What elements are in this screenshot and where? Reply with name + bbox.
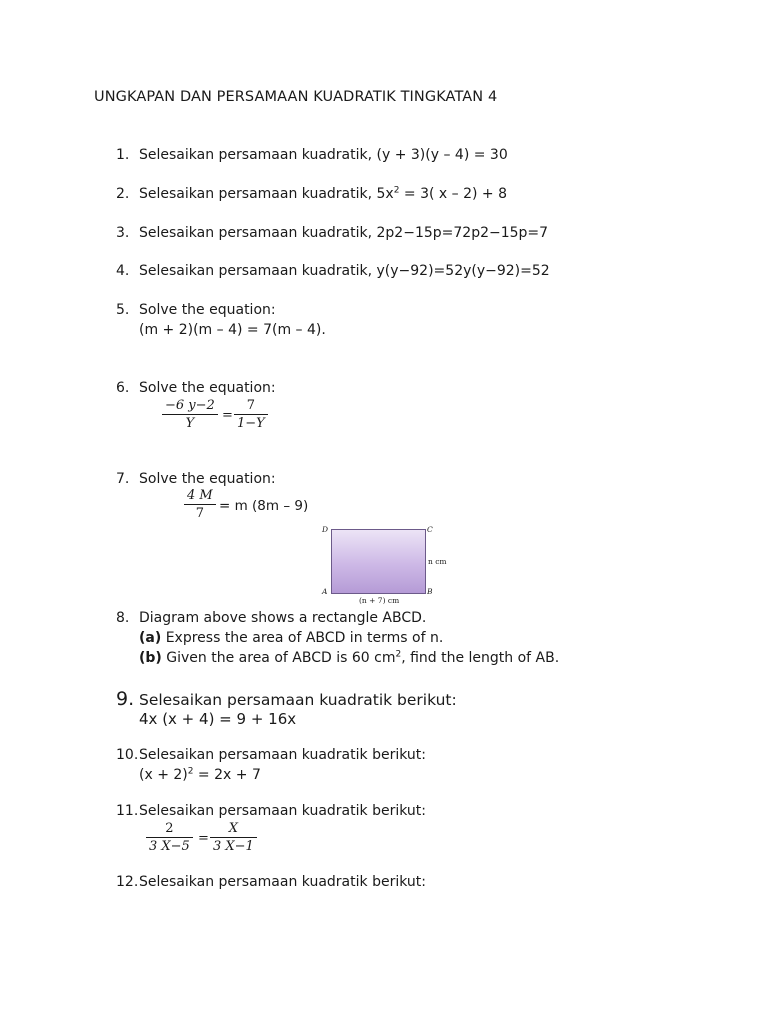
question-10-equation xyxy=(139,767,261,783)
question-equation-part: = 3( x – 2) + 8 xyxy=(399,186,507,202)
question-equation-part: 5x xyxy=(376,186,394,202)
part-text: Given the area of ABCD is 60 cm xyxy=(161,650,396,666)
corner-label-d: D xyxy=(322,525,329,534)
question-text: Selesaikan persamaan kuadratik, xyxy=(139,263,377,279)
question-11 xyxy=(116,803,426,819)
question-6 xyxy=(116,380,276,396)
question-2 xyxy=(116,186,507,202)
question-12 xyxy=(116,874,426,890)
equals-sign: = xyxy=(222,408,233,423)
numerator: 7 xyxy=(234,398,268,415)
equation-rhs: = m (8m – 9) xyxy=(219,498,309,514)
part-label: (a) xyxy=(139,630,162,646)
fraction-lhs xyxy=(184,488,216,521)
numerator: 4 M xyxy=(184,488,216,505)
question-7 xyxy=(116,471,276,487)
question-9-equation: 4x (x + 4) = 9 + 16x xyxy=(139,710,297,728)
question-number: 5. xyxy=(116,302,130,318)
numerator: 2 xyxy=(146,821,193,838)
question-8-part-b xyxy=(139,650,559,666)
bottom-length-label: (n + 7) cm xyxy=(359,596,400,605)
question-text: Solve the equation: xyxy=(139,302,276,318)
question-number: 12. xyxy=(116,874,139,890)
question-3 xyxy=(116,225,548,241)
question-number: 11. xyxy=(116,803,139,819)
question-number: 7. xyxy=(116,471,130,487)
question-5-equation: (m + 2)(m – 4) = 7(m – 4). xyxy=(139,322,326,338)
question-5 xyxy=(116,302,276,318)
fraction-lhs xyxy=(146,821,193,854)
question-text: Solve the equation: xyxy=(139,380,276,396)
equation-part: (x + 2) xyxy=(139,767,188,783)
corner-label-a: A xyxy=(322,587,328,596)
question-number: 2. xyxy=(116,186,130,202)
numerator: −6 y−2 xyxy=(162,398,218,415)
fraction-rhs xyxy=(210,821,257,854)
fraction-rhs xyxy=(234,398,268,431)
question-1 xyxy=(116,147,508,163)
question-text: Diagram above shows a rectangle ABCD. xyxy=(139,610,427,626)
corner-label-c: C xyxy=(427,525,433,534)
question-equation: (y + 3)(y – 4) = 30 xyxy=(376,147,508,163)
question-text: Solve the equation: xyxy=(139,471,276,487)
question-equation: y(y−92)=52y(y−92)=52 xyxy=(376,263,550,279)
question-text: Selesaikan persamaan kuadratik berikut: xyxy=(139,747,426,763)
numerator: X xyxy=(210,821,257,838)
question-number: 8. xyxy=(116,610,130,626)
part-text: Express the area of ABCD in terms of n. xyxy=(161,630,444,646)
question-equation: 2p2−15p=72p2−15p=7 xyxy=(376,225,549,241)
question-text: Selesaikan persamaan kuadratik berikut: xyxy=(139,803,426,819)
question-9 xyxy=(116,688,457,710)
question-text: Selesaikan persamaan kuadratik, xyxy=(139,147,377,163)
worksheet-title: UNGKAPAN DAN PERSAMAAN KUADRATIK TINGKATAN 4 xyxy=(94,89,498,105)
corner-label-b: B xyxy=(427,587,433,596)
exponent: 2 xyxy=(187,766,194,777)
part-text: , find the length of AB. xyxy=(401,650,560,666)
question-number: 10. xyxy=(116,747,139,763)
side-length-label: n cm xyxy=(428,557,447,566)
question-number: 9. xyxy=(116,688,135,710)
fraction-lhs xyxy=(162,398,218,431)
denominator: Y xyxy=(185,416,195,431)
question-8 xyxy=(116,610,426,626)
exponent: 2 xyxy=(393,185,400,196)
question-10 xyxy=(116,747,426,763)
question-text: Selesaikan persamaan kuadratik, xyxy=(139,225,377,241)
question-text: Selesaikan persamaan kuadratik berikut: xyxy=(139,874,426,890)
denominator: 3 X−5 xyxy=(149,839,190,854)
question-8-part-a xyxy=(139,630,443,646)
equals-sign: = xyxy=(198,831,209,846)
question-4 xyxy=(116,263,550,279)
question-text: Selesaikan persamaan kuadratik berikut: xyxy=(139,691,457,709)
question-number: 6. xyxy=(116,380,130,396)
rectangle-abcd xyxy=(331,529,426,594)
part-label: (b) xyxy=(139,650,162,666)
equation-part: = 2x + 7 xyxy=(193,767,261,783)
denominator: 3 X−1 xyxy=(213,839,254,854)
question-number: 4. xyxy=(116,263,130,279)
exponent: 2 xyxy=(395,649,402,660)
question-number: 3. xyxy=(116,225,130,241)
denominator: 7 xyxy=(195,506,204,521)
question-text: Selesaikan persamaan kuadratik, xyxy=(139,186,377,202)
question-number: 1. xyxy=(116,147,130,163)
denominator: 1−Y xyxy=(237,416,265,431)
